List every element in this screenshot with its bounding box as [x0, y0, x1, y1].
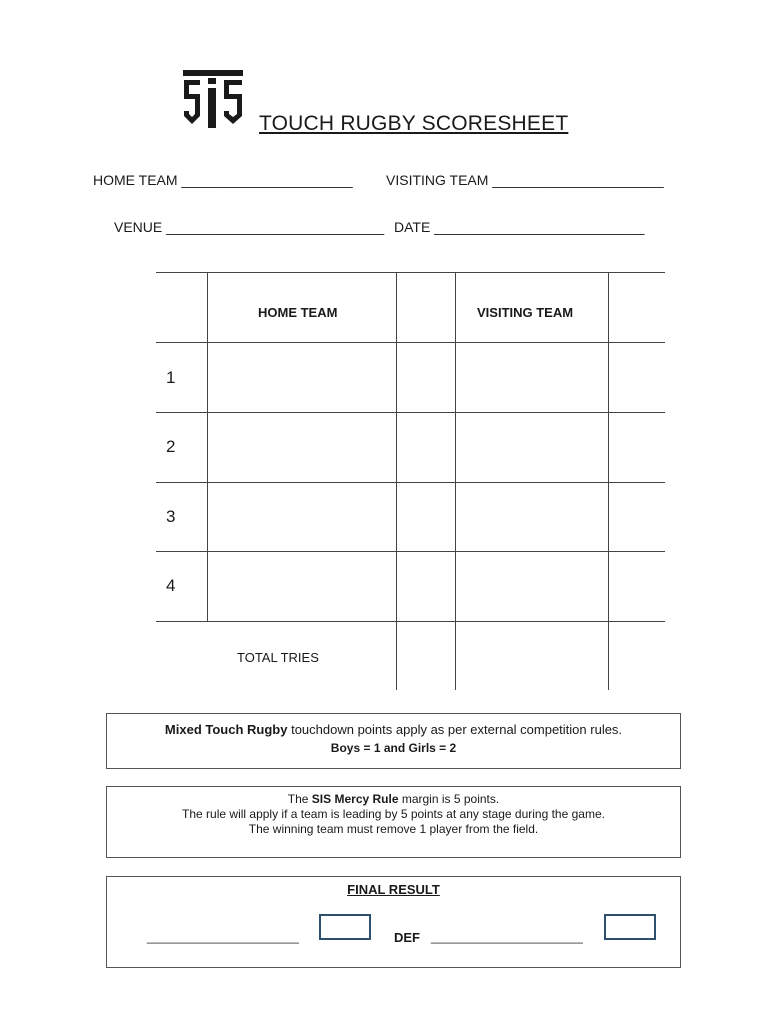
home-team-field[interactable]: HOME TEAM ______________________ [93, 172, 353, 188]
total-tries-label: TOTAL TRIES [237, 650, 319, 665]
grid-line [156, 342, 665, 343]
row-number: 4 [166, 576, 176, 595]
row-number: 1 [166, 368, 176, 387]
winner-name-field[interactable]: _____________________ [147, 929, 299, 944]
grid-line [156, 621, 665, 622]
date-field[interactable]: DATE ___________________________ [394, 219, 645, 235]
page-title: TOUCH RUGBY SCORESHEET [259, 112, 569, 135]
final-result-title: FINAL RESULT [347, 882, 440, 897]
visiting-team-column-header: VISITING TEAM [477, 305, 574, 320]
mercy-rule-detail: The rule will apply if a team is leading by 5 points at any stage during the game. [182, 807, 605, 821]
mercy-rule-pre: The [287, 792, 312, 806]
loser-score-box[interactable] [604, 914, 656, 940]
grid-line [156, 412, 665, 413]
mercy-rule-box [106, 786, 681, 858]
grid-line [207, 272, 208, 621]
mixed-rule-text: touchdown points apply as per external competition rules. [287, 722, 623, 737]
mercy-rule-bold: SIS Mercy Rule [311, 792, 399, 806]
sis-shield-logo-icon [180, 68, 246, 130]
grid-line [156, 551, 665, 552]
grid-line [156, 272, 665, 273]
row-number: 3 [166, 507, 176, 526]
grid-line [156, 482, 665, 483]
loser-name-field[interactable]: _____________________ [431, 929, 583, 944]
visiting-team-field[interactable]: VISITING TEAM ______________________ [386, 172, 664, 188]
grid-line [455, 272, 456, 690]
grid-line [608, 272, 609, 690]
mixed-rule-box [106, 713, 681, 769]
home-team-column-header: HOME TEAM [258, 305, 338, 320]
winner-score-box[interactable] [319, 914, 371, 940]
mercy-rule-detail: The winning team must remove 1 player from the field. [248, 822, 539, 836]
mixed-rule-line [107, 722, 680, 737]
venue-field[interactable]: VENUE ____________________________ [114, 219, 385, 235]
final-result-box [106, 876, 681, 968]
points-rule: Boys = 1 and Girls = 2 [330, 741, 457, 755]
def-label: DEF [394, 930, 420, 945]
mercy-rule-line [107, 792, 680, 806]
mixed-rule-bold: Mixed Touch Rugby [164, 722, 288, 737]
row-number: 2 [166, 437, 176, 456]
grid-line [396, 272, 397, 690]
mercy-rule-post: margin is 5 points. [398, 792, 500, 806]
